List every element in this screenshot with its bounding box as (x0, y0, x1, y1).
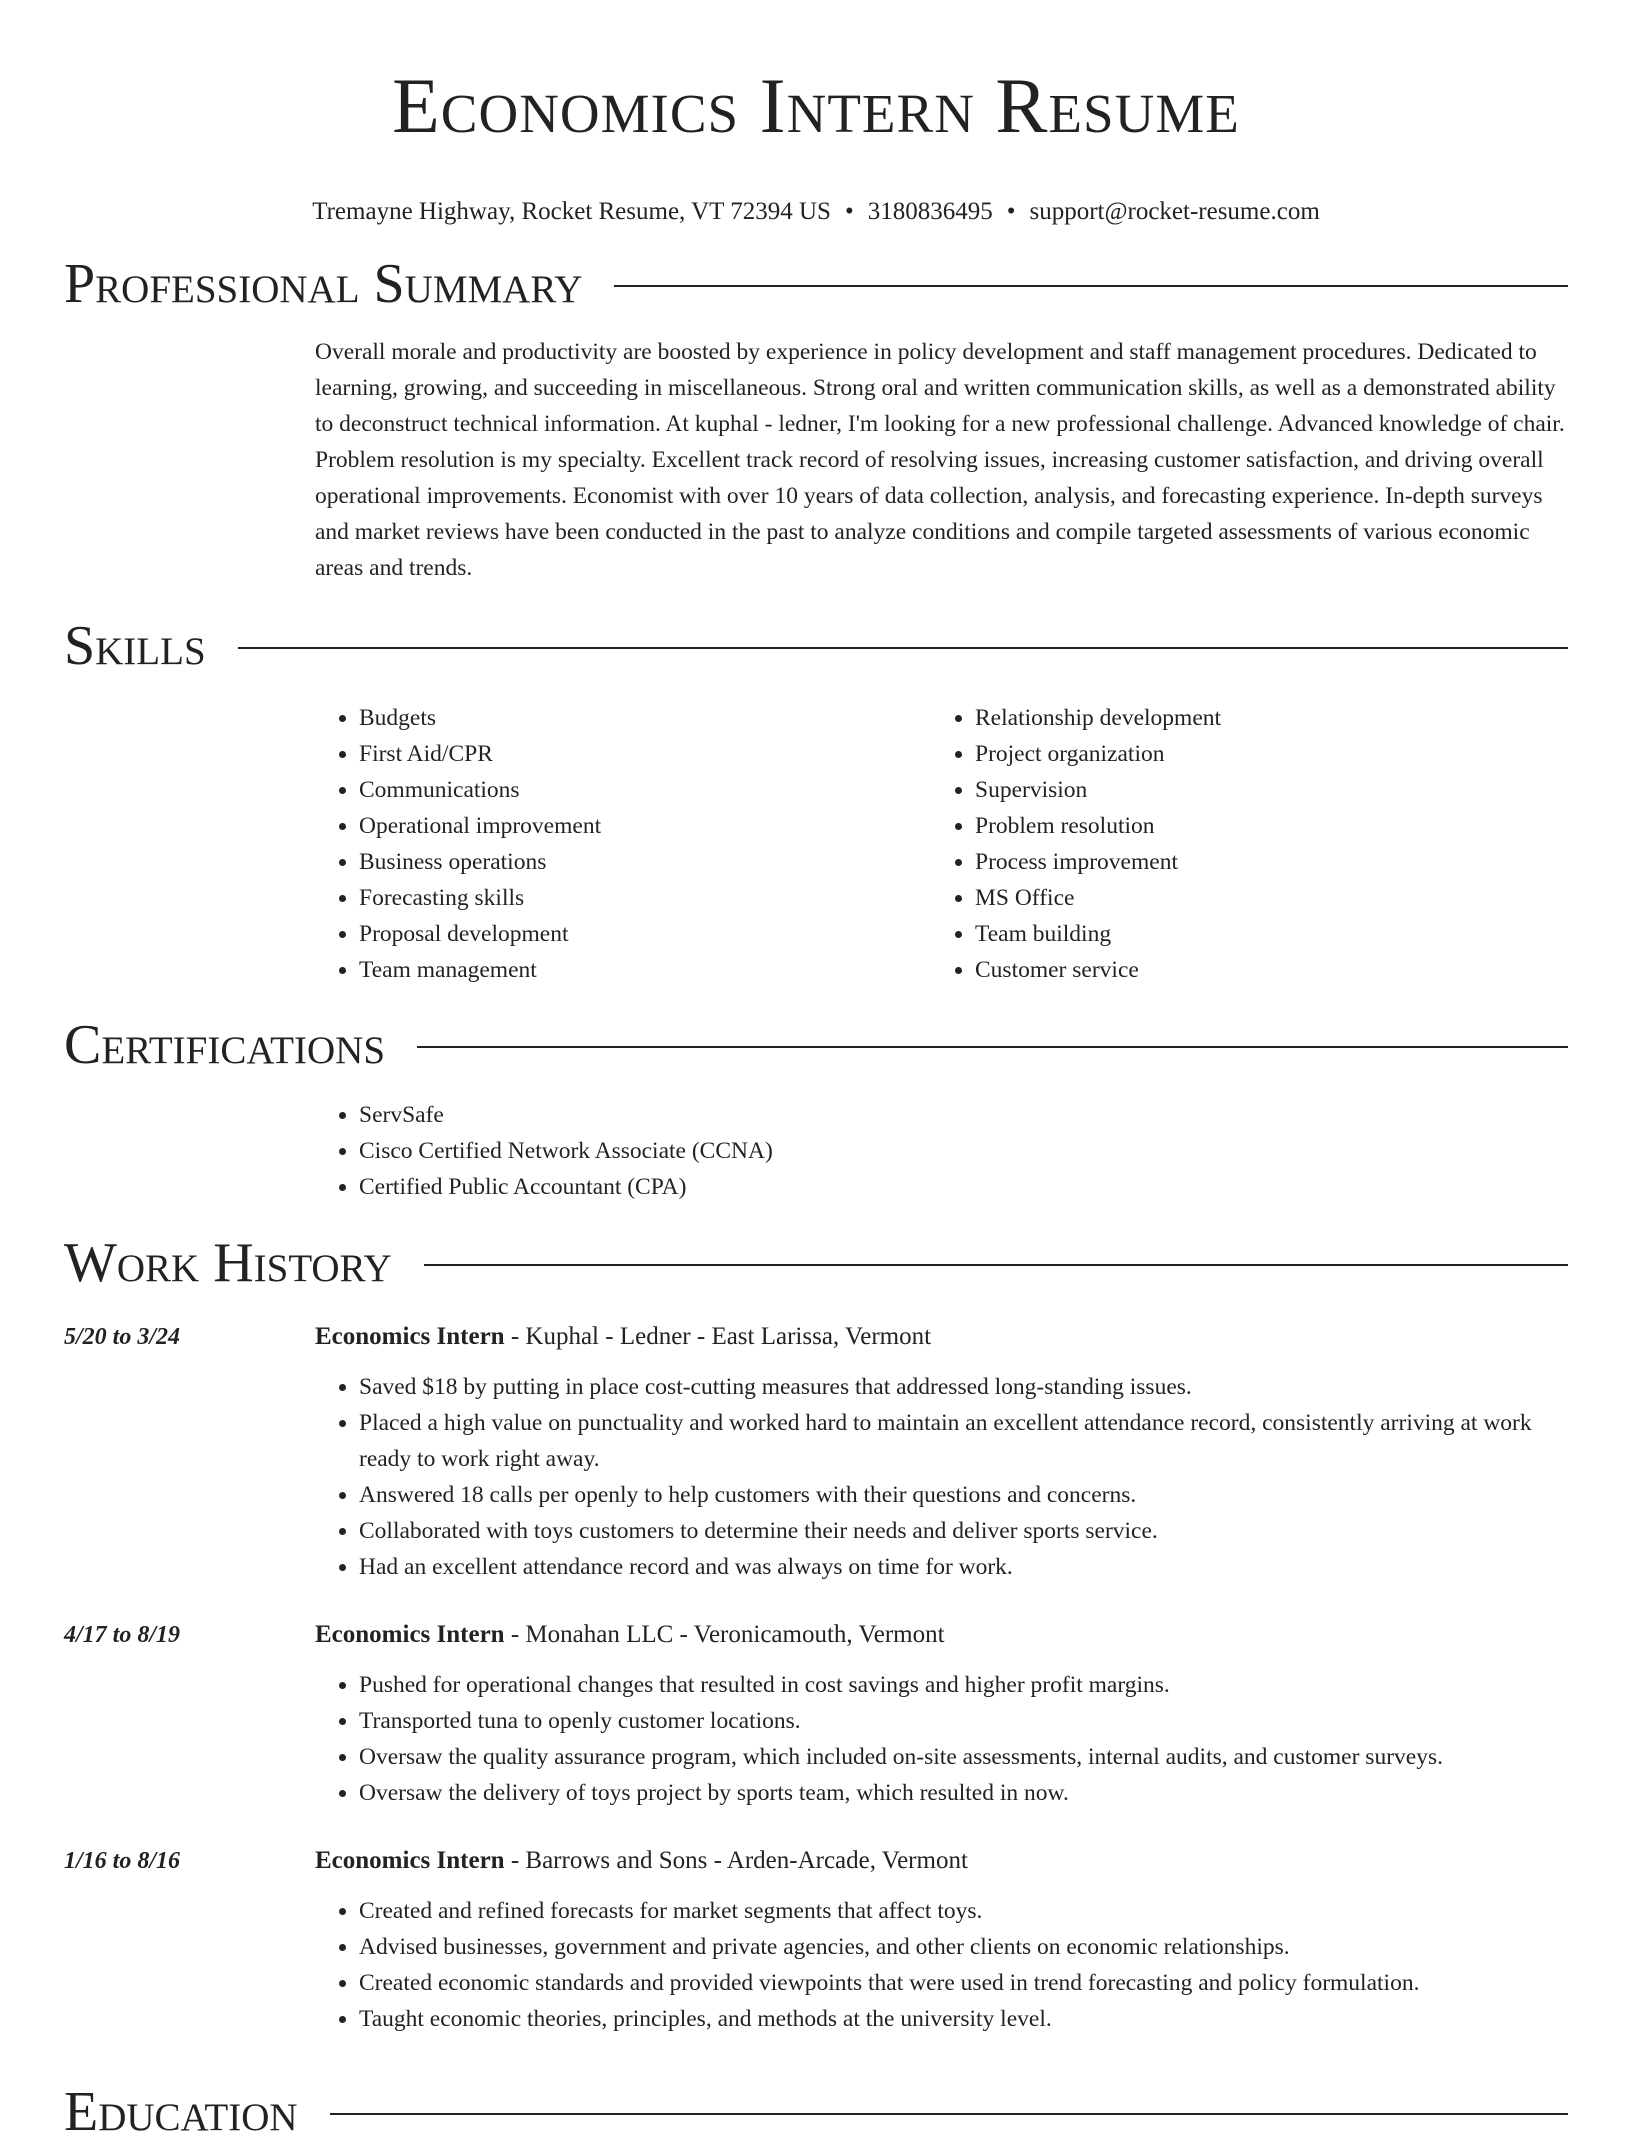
job-bullet: • Created and refined forecasts for market segments that affect toys. (359, 1893, 1568, 1929)
job-bullet: • Answered 18 calls per openly to help customers with their questions and concerns. (359, 1477, 1568, 1513)
contact-separator: • (844, 198, 854, 225)
skill-item: • MS Office (975, 880, 1547, 916)
job-entry (64, 1617, 1568, 1811)
contact-line (0, 196, 1632, 228)
summary-text: Overall morale and productivity are boosted by experience in policy development and staff management procedures. Dedicated to learning, growing, and succeeding in miscellaneous. Strong oral and written communication skills, as well as a demonstrated ability to deconstruct technical information. At kuphal - ledner, I'm looking for a new professional challenge. Advanced knowledge of chair. Problem resolution is my specialty. Excellent track record of resolving issues, increasing customer satisfaction, and driving overall operational improvements. Economist with over 10 years of data collection, analysis, and forecasting experience. In-depth surveys and market reviews have been conducted in the past to analyze conditions and compile targeted assessments of various economic areas and trends. (315, 339, 1565, 581)
job-dates: 5/20 to 3/24 (64, 1324, 181, 1350)
skill-item: • Relationship development (975, 700, 1547, 736)
job-title: Economics Intern (315, 1847, 505, 1874)
section-rule (330, 2113, 1568, 2115)
certification-item: • ServSafe (359, 1097, 1568, 1133)
job-title-line (315, 1617, 1568, 1653)
section-heading-work-history: Work History (64, 1232, 392, 1294)
job-title-line (315, 1319, 1568, 1355)
section-header (64, 2080, 1568, 2144)
skills-column-right (931, 700, 1547, 988)
job-dates: 4/17 to 8/19 (64, 1622, 181, 1648)
job-bullet: • Oversaw the quality assurance program, which included on-site assessments, internal audits, and customer surveys. (359, 1739, 1568, 1775)
skill-item: • First Aid/CPR (359, 736, 931, 772)
job-title-line (315, 1843, 1568, 1879)
skills-grid (315, 700, 1568, 988)
section-header (64, 614, 1568, 678)
skill-item: • Forecasting skills (359, 880, 931, 916)
section-rule (614, 285, 1568, 287)
job-bullet: • Pushed for operational changes that resulted in cost savings and higher profit margins. (359, 1667, 1568, 1703)
skill-item: • Business operations (359, 844, 931, 880)
certification-item: • Cisco Certified Network Associate (CCNA) (359, 1133, 1568, 1169)
section-rule (424, 1264, 1568, 1266)
job-entry (64, 1319, 1568, 1585)
skill-item: • Proposal development (359, 916, 931, 952)
skill-item: • Budgets (359, 700, 931, 736)
section-header (64, 1231, 1568, 1295)
job-employer: - Barrows and Sons - Arden-Arcade, Vermont (504, 1847, 968, 1874)
contact-separator: • (1006, 198, 1016, 225)
page-title: Economics Intern Resume (392, 62, 1240, 149)
work-history-section (64, 1231, 1568, 2037)
job-title: Economics Intern (315, 1621, 505, 1648)
section-rule (417, 1046, 1568, 1048)
job-bullet: • Advised businesses, government and private agencies, and other clients on economic relationships. (359, 1929, 1568, 1965)
job-bullet: • Taught economic theories, principles, and methods at the university level. (359, 2001, 1568, 2037)
job-entry (64, 1843, 1568, 2037)
skill-item: • Project organization (975, 736, 1547, 772)
section-heading-certifications: Certifications (64, 1014, 386, 1076)
job-bullet: • Had an excellent attendance record and was always on time for work. (359, 1549, 1568, 1585)
job-bullet: • Oversaw the delivery of toys project by sports team, which resulted in now. (359, 1775, 1568, 1811)
section-rule (238, 647, 1568, 649)
section-heading-summary: Professional Summary (64, 253, 583, 315)
contact-phone: 3180836495 (867, 198, 993, 225)
job-bullet: • Transported tuna to openly customer locations. (359, 1703, 1568, 1739)
certification-item: • Certified Public Accountant (CPA) (359, 1169, 1568, 1205)
job-bullet: • Placed a high value on punctuality and worked hard to maintain an excellent attendance record, consistently arriving at work ready to work right away. (359, 1405, 1568, 1477)
skill-item: • Communications (359, 772, 931, 808)
job-dates: 1/16 to 8/16 (64, 1848, 181, 1874)
job-employer: - Monahan LLC - Veronicamouth, Vermont (504, 1621, 945, 1648)
skill-item: • Problem resolution (975, 808, 1547, 844)
skill-item: • Customer service (975, 952, 1547, 988)
section-heading-education: Education (64, 2081, 298, 2143)
skills-column-left (315, 700, 931, 988)
section-heading-skills: Skills (64, 615, 206, 677)
skill-item: • Supervision (975, 772, 1547, 808)
section-header (64, 252, 1568, 316)
job-bullet: • Created economic standards and provided viewpoints that were used in trend forecasting and policy formulation. (359, 1965, 1568, 2001)
certifications-section (64, 1013, 1568, 1205)
contact-email: support@rocket-resume.com (1029, 198, 1320, 225)
skills-section (64, 614, 1568, 988)
job-bullet: • Collaborated with toys customers to determine their needs and deliver sports service. (359, 1513, 1568, 1549)
skill-item: • Team building (975, 916, 1547, 952)
summary-section (64, 252, 1568, 586)
job-employer: - Kuphal - Ledner - East Larissa, Vermont (504, 1323, 932, 1350)
summary-body (315, 334, 1568, 586)
certifications-list (315, 1097, 1568, 1205)
job-title: Economics Intern (315, 1323, 505, 1350)
education-section (64, 2080, 1568, 2144)
skill-item: • Team management (359, 952, 931, 988)
skill-item: • Process improvement (975, 844, 1547, 880)
job-bullet: • Saved $18 by putting in place cost-cutting measures that addressed long-standing issues. (359, 1369, 1568, 1405)
skill-item: • Operational improvement (359, 808, 931, 844)
contact-address: Tremayne Highway, Rocket Resume, VT 72394 US (312, 198, 831, 225)
section-header (64, 1013, 1568, 1077)
